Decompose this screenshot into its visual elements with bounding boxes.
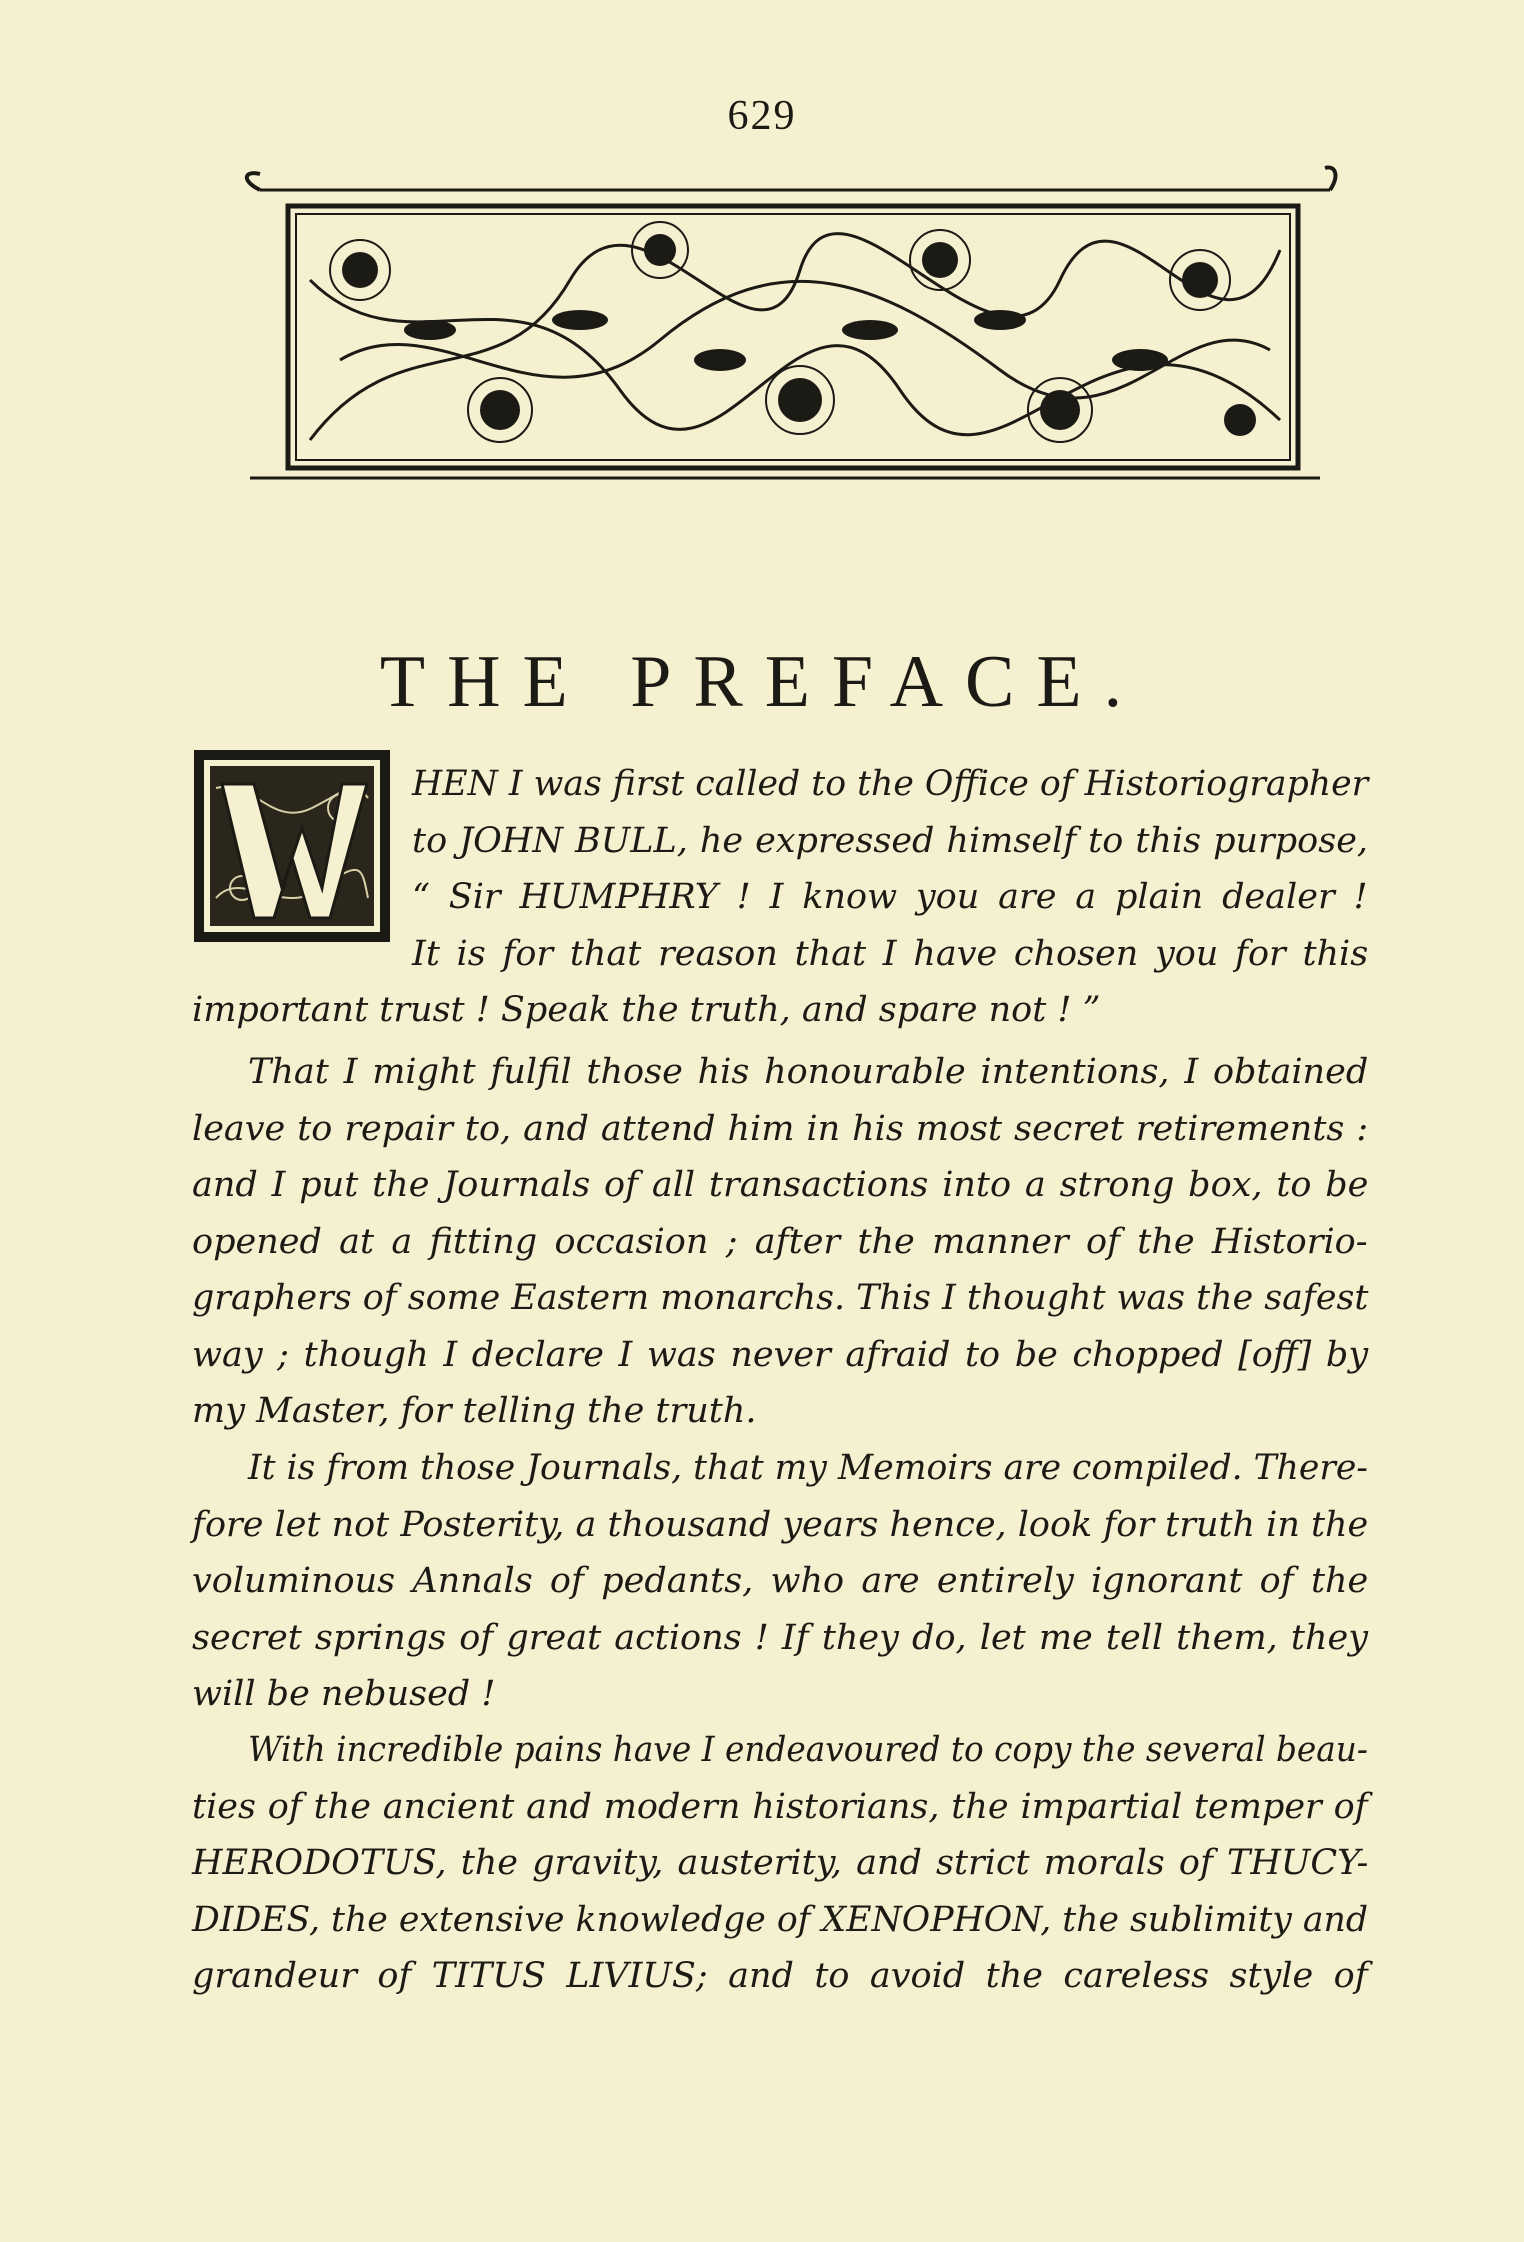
- line-text: important trust ! Speak the truth, and spare not ! ”: [192, 990, 1101, 1030]
- paragraph-4: [192, 1722, 1368, 2005]
- line-text: It is for that reason that I have chosen you for this: [412, 933, 1369, 974]
- line-text: will be nebused !: [192, 1674, 496, 1714]
- text-line: [192, 1101, 1368, 1158]
- line-text: way ; though I declare I was never afraid to be chopped [off] by: [192, 1334, 1369, 1375]
- text-line: [192, 756, 1368, 813]
- text-line: [192, 1497, 1368, 1554]
- text-line: [192, 1835, 1368, 1892]
- line-text: ties of the ancient and modern historians, the impartial temper of: [192, 1786, 1368, 1827]
- text-line: [192, 813, 1368, 870]
- line-text: HEN I was first called to the Office of Historiographer: [412, 764, 1369, 804]
- text-line: [192, 1270, 1368, 1327]
- text-line: [192, 1666, 1368, 1723]
- text-line: [192, 1610, 1368, 1667]
- paragraph-1: [192, 756, 1368, 1039]
- text-line: [192, 982, 1368, 1039]
- line-text: With incredible pains have I endeavoured to copy the several beau-: [248, 1730, 1368, 1770]
- text-line: [192, 1044, 1368, 1101]
- paragraph-2: [192, 1044, 1368, 1440]
- text-line: [192, 926, 1368, 983]
- line-text: to JOHN BULL, he expressed himself to this purpose,: [412, 820, 1369, 861]
- text-line: [192, 1383, 1368, 1440]
- line-text: HERODOTUS, the gravity, austerity, and strict morals of THUCY-: [192, 1843, 1369, 1883]
- line-text: graphers of some Eastern monarchs. This I thought was the safest: [192, 1278, 1369, 1318]
- line-text: That I might fulfil those his honourable intentions, I obtained: [248, 1052, 1369, 1092]
- text-line: [192, 1214, 1368, 1271]
- paragraph-3: [192, 1440, 1368, 1723]
- text-line: [192, 1157, 1368, 1214]
- ornamental-headpiece: [240, 160, 1350, 500]
- page-number: 629: [727, 93, 797, 139]
- text-line: [192, 1722, 1368, 1779]
- line-text: It is from those Journals, that my Memoirs are compiled. There-: [248, 1448, 1368, 1488]
- text-line: [192, 1327, 1368, 1384]
- line-text: DIDES, the extensive knowledge of XENOPHON, the sublimity and: [192, 1899, 1369, 1940]
- line-text: and I put the Journals of all transactions into a strong box, to be: [192, 1165, 1369, 1205]
- text-line: [192, 1440, 1368, 1497]
- line-text: “ Sir HUMPHRY ! I know you are a plain dealer !: [412, 877, 1368, 917]
- text-line: [192, 869, 1368, 926]
- line-text: leave to repair to, and attend him in his most secret retirements :: [192, 1108, 1369, 1149]
- text-line: [192, 1553, 1368, 1610]
- line-text: voluminous Annals of pedants, who are entirely ignorant of the: [192, 1561, 1369, 1601]
- text-line: [192, 1948, 1368, 2005]
- line-text: grandeur of TITUS LIVIUS; and to avoid the careless style of: [192, 1956, 1368, 1996]
- line-text: fore let not Posterity, a thousand years hence, look for truth in the: [192, 1504, 1369, 1545]
- page-title: THE PREFACE.: [379, 641, 1145, 723]
- text-line: [192, 1892, 1368, 1949]
- text-line: [192, 1779, 1368, 1836]
- line-text: opened at a fitting occasion ; after the manner of the Historio-: [192, 1221, 1368, 1262]
- line-text: my Master, for telling the truth.: [192, 1391, 757, 1431]
- line-text: secret springs of great actions ! If they do, let me tell them, they: [192, 1617, 1369, 1658]
